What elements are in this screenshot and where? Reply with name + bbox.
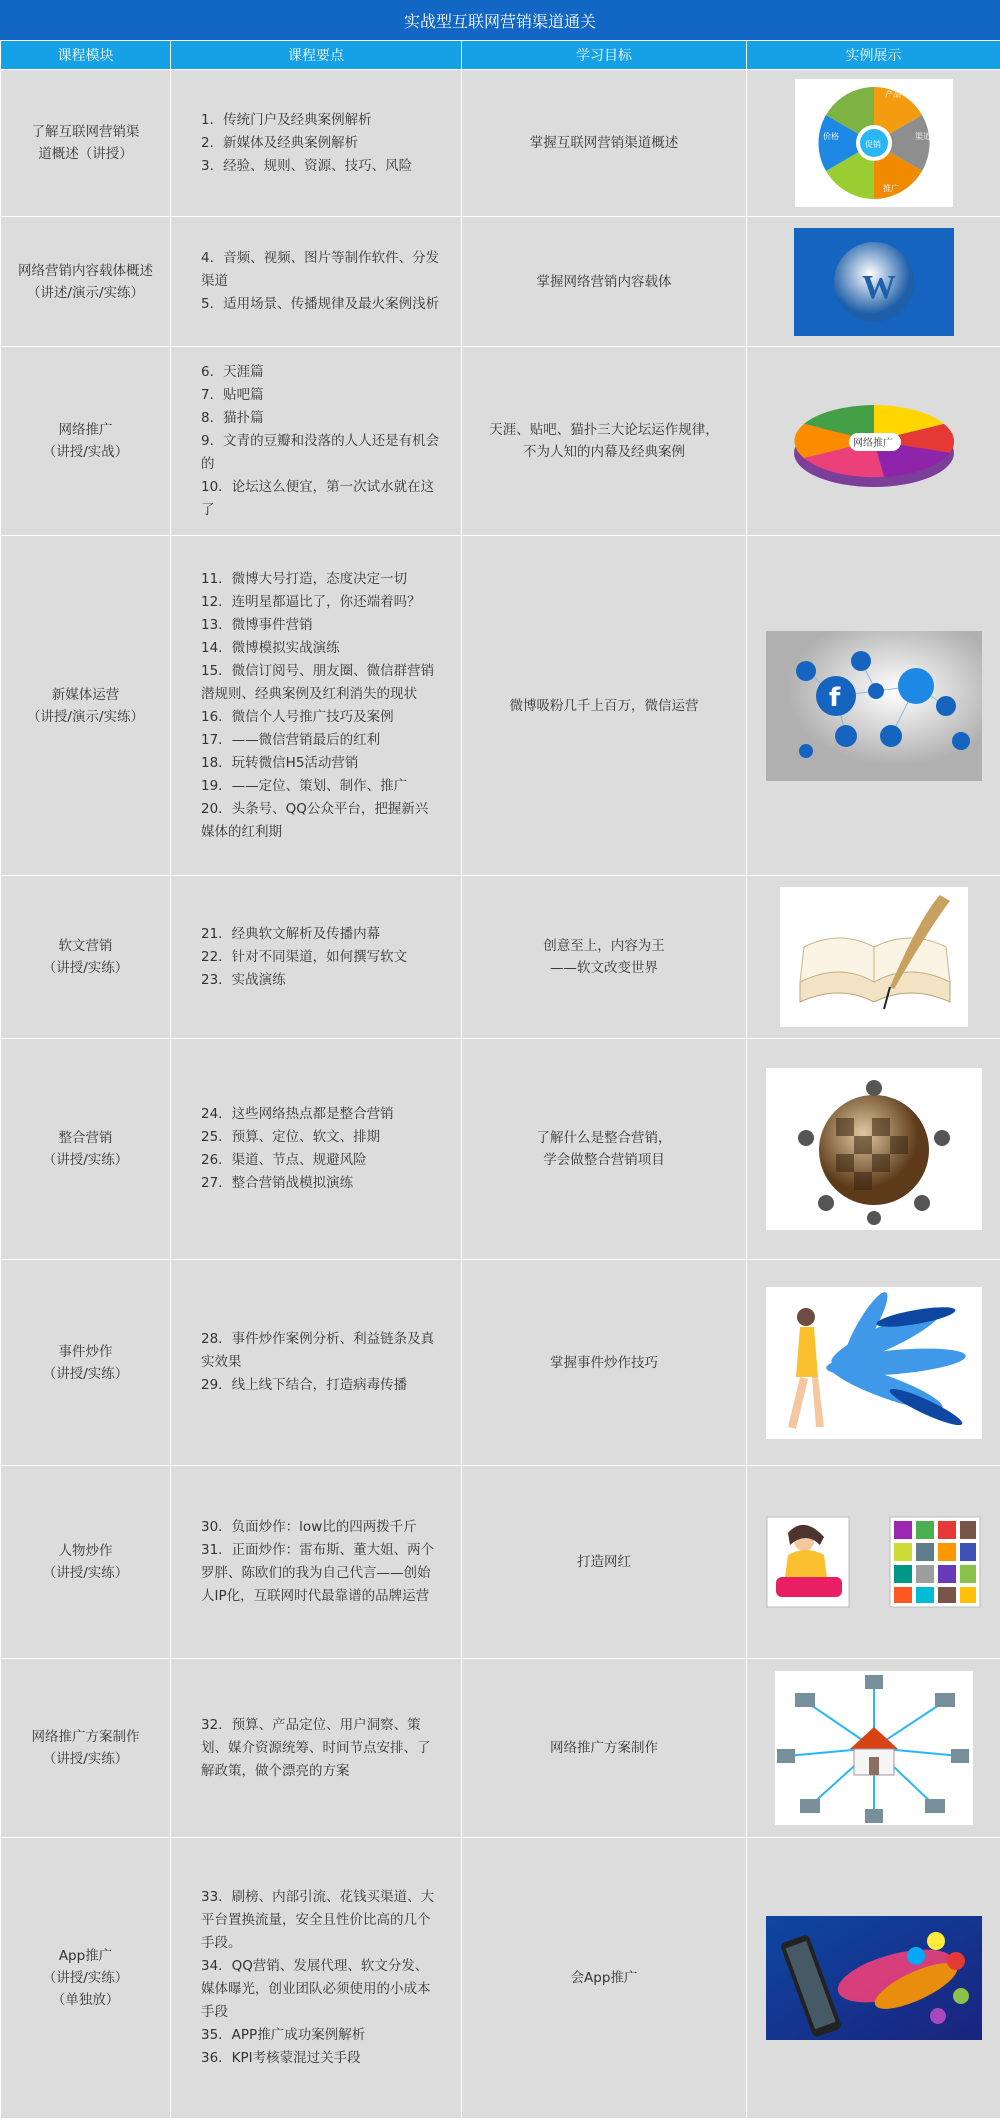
module-line: 道概述（讲授） — [38, 146, 133, 162]
goal-line: 天涯、贴吧、猫扑三大论坛运作规律， — [489, 422, 719, 438]
point-item: 20．头条号、QQ公众平台，把握新兴媒体的红利期 — [201, 800, 429, 840]
table-row — [1, 70, 1000, 217]
goal-line: 掌握事件炒作技巧 — [550, 1354, 658, 1371]
module-line: （讲授/实练） — [42, 1970, 129, 1986]
social-network-image — [766, 631, 982, 781]
goal-line: ——软文改变世界 — [550, 960, 658, 976]
point-item: 8．猫扑篇 — [201, 409, 264, 426]
goal-line: 不为人知的内幕及经典案例 — [523, 444, 685, 460]
points-cell — [171, 1659, 462, 1838]
svg-text:促销: 促销 — [864, 140, 881, 149]
module-line: 软文营销 — [58, 938, 113, 954]
point-item: 28．事件炒作案例分析、利益链条及真实效果 — [201, 1331, 435, 1370]
points-cell — [171, 1466, 462, 1659]
module-line: 人物炒作 — [58, 1543, 113, 1559]
points-cell — [171, 70, 462, 217]
goal-line: 创意至上，内容为王 — [543, 938, 665, 954]
svg-text:W: W — [861, 268, 896, 306]
example-cell — [747, 1659, 1000, 1838]
example-cell — [747, 1466, 1000, 1659]
svg-text:推广: 推广 — [882, 184, 899, 193]
book-quill-image — [780, 887, 968, 1027]
header-points: 课程要点 — [171, 41, 462, 70]
module-line: （讲授/演示/实练） — [26, 708, 145, 725]
point-item: 33．刷榜、内部引流、花钱买渠道、大平台置换流量，安全且性价比高的几个手段。 — [201, 1889, 435, 1951]
globe-media-image — [794, 228, 954, 336]
table-row — [1, 536, 1000, 876]
point-item: 34．QQ营销、发展代理、软文分发、媒体曝光，创业团队必须使用的小成本手段 — [201, 1958, 431, 2020]
module-line: App推广 — [58, 1948, 113, 1964]
chess-globe-image — [766, 1068, 982, 1230]
point-item: 23．实战演练 — [201, 971, 286, 988]
point-item: 35．APP推广成功案例解析 — [201, 2027, 366, 2043]
module-line: 整合营销 — [58, 1130, 113, 1146]
points-cell — [171, 536, 462, 876]
point-item: 5．适用场景、传播规律及最火案例浅析 — [201, 296, 440, 312]
point-item: 15．微信订阅号、朋友圈、微信群营销潜规则、经典案例及红利消失的现状 — [201, 662, 435, 702]
point-item: 32．预算、产品定位、用户洞察、策划、媒介资源统筹、时间节点安排、了解政策，做个漂亮的方案 — [201, 1716, 431, 1779]
goal-cell — [462, 1838, 747, 2119]
module-line: （讲授/实战） — [42, 444, 129, 460]
module-line: （讲授/实练） — [42, 960, 129, 976]
example-cell — [747, 876, 1000, 1039]
goal-cell — [462, 1659, 747, 1838]
module-line: 网络营销内容载体概述 — [18, 262, 153, 279]
module-cell — [1, 1039, 171, 1260]
point-item: 18．玩转微信H5活动营销 — [201, 754, 359, 771]
module-line: 网络推广 — [58, 422, 113, 438]
point-item: 27．整合营销战模拟演练 — [201, 1175, 354, 1191]
header-module: 课程模块 — [1, 41, 171, 70]
module-line: （讲授/实练） — [42, 1152, 129, 1168]
module-line: （讲述/演示/实练） — [26, 284, 145, 301]
point-item: 22．针对不同渠道，如何撰写软文 — [201, 948, 408, 965]
points-cell — [171, 347, 462, 536]
header-row — [1, 41, 1000, 70]
module-cell — [1, 876, 171, 1039]
module-cell — [1, 347, 171, 536]
point-item: 12．连明星都逼比了，你还端着吗？ — [201, 593, 421, 610]
goal-cell — [462, 217, 747, 347]
goal-line: 会App推广 — [570, 1970, 638, 1986]
example-cell — [747, 1260, 1000, 1466]
influencer-collage-image — [766, 1515, 982, 1609]
goal-line: 打造网红 — [577, 1554, 631, 1570]
table-row — [1, 1260, 1000, 1466]
point-item: 24．这些网络热点都是整合营销 — [201, 1106, 394, 1122]
point-item: 29．线上线下结合，打造病毒传播 — [201, 1377, 408, 1393]
module-line: 新媒体运营 — [51, 686, 120, 703]
example-cell — [747, 347, 1000, 536]
app-phone-image — [766, 1916, 982, 2040]
goal-line: 了解什么是整合营销， — [536, 1130, 672, 1146]
fashion-splash-image — [766, 1287, 982, 1439]
svg-text:价格: 价格 — [822, 132, 839, 141]
module-cell — [1, 536, 171, 876]
goal-cell — [462, 536, 747, 876]
goal-line: 网络推广方案制作 — [550, 1740, 658, 1756]
module-line: （讲授/实练） — [42, 1365, 129, 1382]
table-row — [1, 876, 1000, 1039]
point-item: 14．微博模拟实战演练 — [201, 639, 340, 656]
svg-text:渠道: 渠道 — [914, 132, 931, 141]
point-item: 31．正面炒作：雷布斯、董大姐、两个罗胖、陈欧们的我为自己代言——创始人IP化，互联网时代最靠谱的品牌运营 — [201, 1542, 435, 1604]
goal-line: 学会做整合营销项目 — [543, 1152, 665, 1168]
point-item: 9．文青的豆瓣和没落的人人还是有机会的 — [201, 432, 440, 472]
svg-text:网络推广: 网络推广 — [852, 438, 893, 449]
module-cell — [1, 1659, 171, 1838]
goal-cell — [462, 1260, 747, 1466]
module-cell — [1, 1466, 171, 1659]
point-item: 11．微博大号打造，态度决定一切 — [201, 570, 408, 587]
points-cell — [171, 217, 462, 347]
point-item: 1．传统门户及经典案例解析 — [201, 111, 372, 128]
promotion-pie-image — [789, 387, 959, 495]
table-row — [1, 1838, 1000, 2119]
point-item: 30．负面炒作：low比的四两拨千斤 — [201, 1519, 417, 1535]
example-cell — [747, 217, 1000, 347]
module-cell — [1, 217, 171, 347]
point-item: 4．音频、视频、图片等制作软件、分发渠道 — [201, 250, 440, 289]
goal-cell — [462, 876, 747, 1039]
house-network-image — [775, 1671, 973, 1825]
goal-cell — [462, 1039, 747, 1260]
module-cell — [1, 1260, 171, 1466]
points-cell — [171, 1039, 462, 1260]
point-item: 2．新媒体及经典案例解析 — [201, 134, 359, 151]
table-row — [1, 1659, 1000, 1838]
course-table — [0, 40, 1000, 2119]
goal-cell — [462, 347, 747, 536]
goal-line: 掌握互联网营销渠道概述 — [529, 135, 679, 151]
module-line: 事件炒作 — [58, 1343, 113, 1360]
point-item: 36．KPI考核蒙混过关手段 — [201, 2050, 361, 2066]
example-cell — [747, 536, 1000, 876]
point-item: 19．——定位、策划、制作、推广 — [201, 777, 408, 794]
module-line: 网络推广方案制作 — [31, 1729, 140, 1745]
point-item: 7．贴吧篇 — [201, 386, 264, 403]
goal-line: 掌握网络营销内容载体 — [536, 273, 672, 290]
table-row — [1, 347, 1000, 536]
header-goal: 学习目标 — [462, 41, 747, 70]
module-line: （讲授/实练） — [42, 1751, 129, 1767]
goal-cell — [462, 1466, 747, 1659]
goal-line: 微博吸粉几千上百万，微信运营 — [509, 697, 699, 714]
points-cell — [171, 1838, 462, 2119]
table-row — [1, 1039, 1000, 1260]
table-title: 实战型互联网营销渠道通关 — [0, 0, 1000, 40]
goal-cell — [462, 70, 747, 217]
point-item: 25．预算、定位、软文、排期 — [201, 1129, 381, 1145]
point-item: 3．经验、规则、资源、技巧、风险 — [201, 157, 413, 174]
point-item: 26．渠道、节点、规避风险 — [201, 1152, 367, 1168]
point-item: 6．天涯篇 — [201, 363, 264, 380]
point-item: 21．经典软文解析及传播内幕 — [201, 925, 381, 942]
module-line: （单独放） — [51, 1992, 120, 2008]
module-line: （讲授/实练） — [42, 1565, 129, 1581]
points-cell — [171, 876, 462, 1039]
marketing-wheel-image — [795, 79, 953, 207]
point-item: 16．微信个人号推广技巧及案例 — [201, 708, 394, 725]
header-example: 实例展示 — [747, 41, 1000, 70]
point-item: 13．微博事件营销 — [201, 616, 313, 633]
module-cell — [1, 70, 171, 217]
module-cell — [1, 1838, 171, 2119]
module-line: 了解互联网营销渠 — [31, 124, 140, 140]
point-item: 10．论坛这么便宜，第一次试水就在这了 — [201, 478, 435, 518]
points-cell — [171, 1260, 462, 1466]
svg-text:产品: 产品 — [884, 90, 901, 99]
table-row — [1, 217, 1000, 347]
svg-text:f: f — [828, 682, 840, 713]
point-item: 17．——微信营销最后的红利 — [201, 731, 381, 748]
example-cell — [747, 70, 1000, 217]
example-cell — [747, 1838, 1000, 2119]
table-row — [1, 1466, 1000, 1659]
example-cell — [747, 1039, 1000, 1260]
